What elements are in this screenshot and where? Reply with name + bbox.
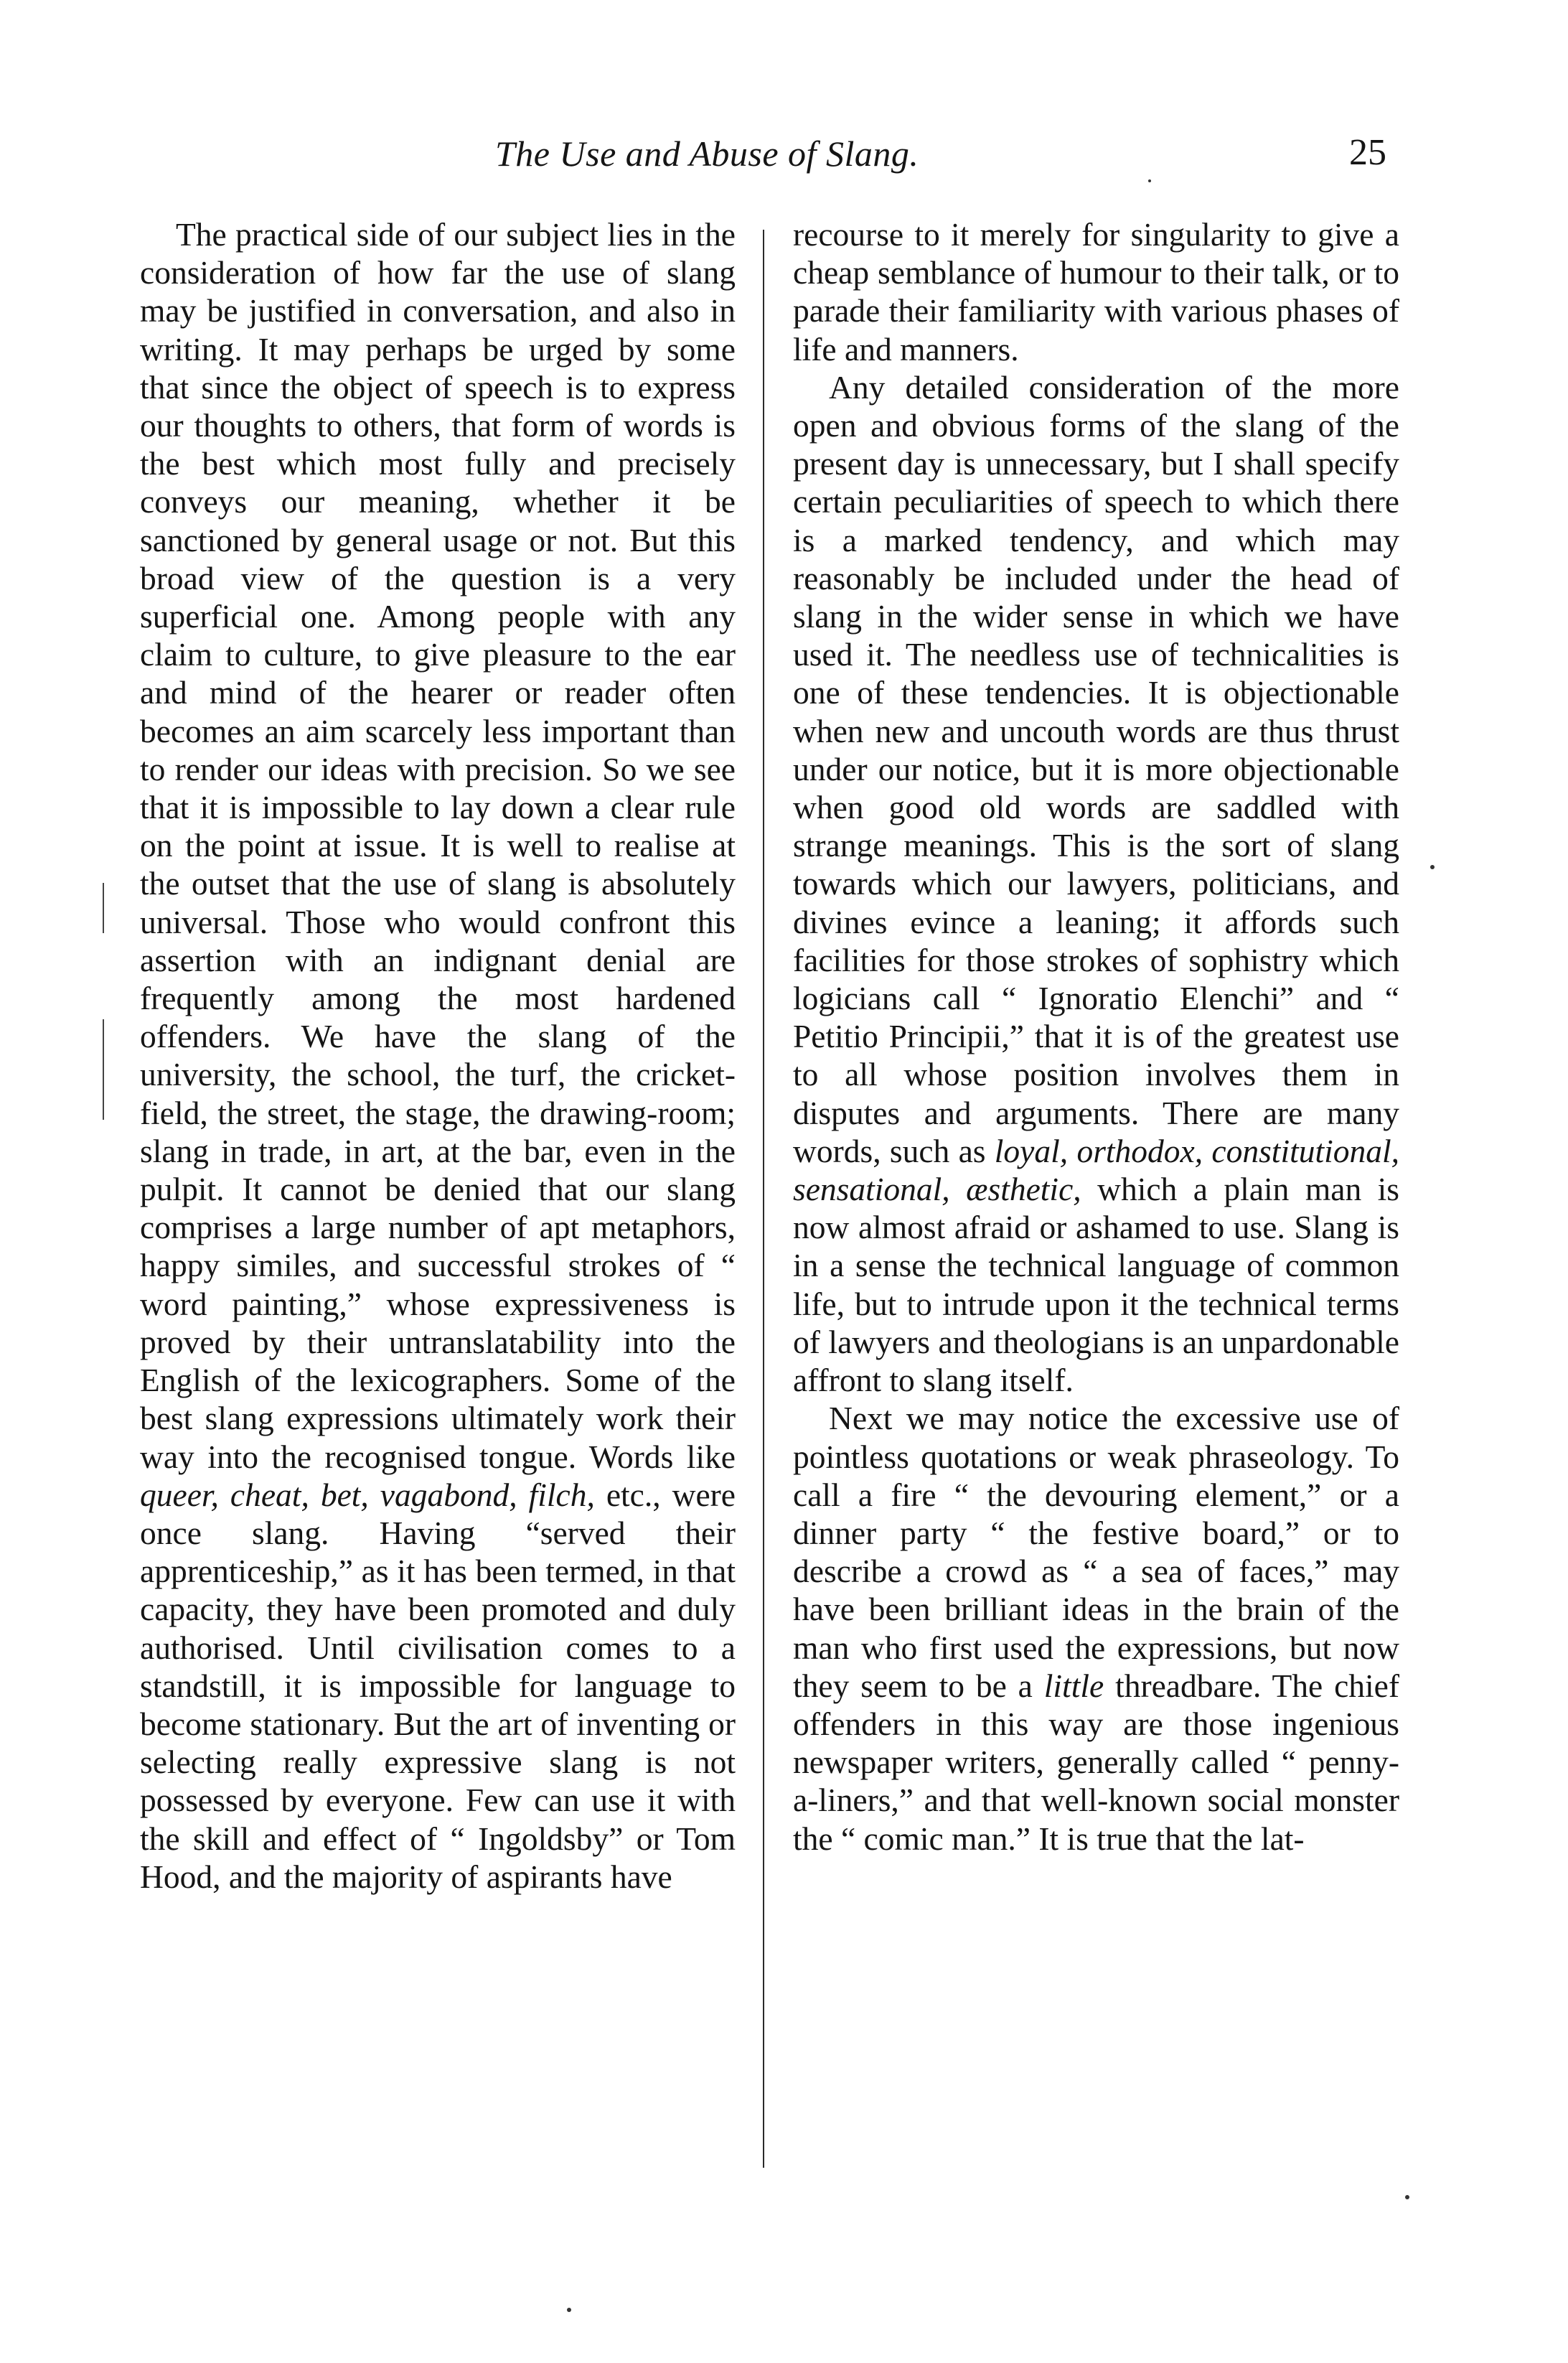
column-rule [763,230,764,2168]
text-run: Any detailed consideration of the more open and obvious forms of the slang of the present day is unnecessary, but I shall specify certain peculiarities of speech to which there is a marked tendency, and which may reasonably be included under the head of slang in the wider sense in which we have used it. The needless use of technicalities is one of these tendencies. It is objectionable when new and uncouth words are thus thrust under our notice, but it is more objectionable when good old words are saddled with strange meanings. This is the sort of slang towards which our lawyers, politicians, and divines evince a leaning; it affords such facilities for those strokes of sophistry which logicians call “ Ignoratio Elenchi” and “ Petitio Principii,” that it is of the greatest use to all whose position involves them in disputes and arguments. There are many words, such as [793,368,1399,1169]
paragraph-continued: recourse to it merely for singularity to give a cheap semblance of humour to their talk, or to parade their familiarity with various phases of life and manners. [793,216,1399,368]
text-run: Next we may notice the excessive use of pointless quotations or weak phraseology. To call a fire “ the devouring element,” or a dinner party “ the festive board,” or to describe a crowd as “ a sea of faces,” may have been brilliant ideas in the brain of the man who first used the expressions, but now they seem to be a [793,1400,1399,1704]
paragraph [140,215,736,1896]
text-run: The practical side of our subject lies in the consideration of how far the use of slang may be justified in conversation, and also in writing. It may perhaps be urged by some that since the object of speech is to express our thoughts to others, that form of words is the best which most fully and precisely conveys our meaning, whether it be sanctioned by general usage or not. But this broad view of the question is a very superficial one. Among people with any claim to culture, to give pleasure to the ear and mind of the hearer or reader often becomes an aim scarcely less important than to render our ideas with precision. So we see that it is impossible to lay down a clear rule on the point at issue. It is well to realise at the outset that the use of slang is absolutely universal. Those who would confront this assertion with an indignant denial are frequently among the most hardened offenders. We have the slang of the university, the school, the turf, the cricket-field, the street, the stage, the drawing-room; slang in trade, in art, at the bar, even in the pulpit. It cannot be denied that our slang comprises a large number of apt metaphors, happy similes, and successful strokes of “ word painting,” whose expressiveness is proved by their untranslatability into the English of the lexicographers. Some of the best slang expressions ultimately work their way into the recognised tongue. Words like [140,216,736,1475]
italic-word: bet, [320,1476,369,1513]
left-column [140,215,736,1896]
italic-word: orthodox, [1076,1132,1203,1169]
running-title: The Use and Abuse of Slang. [495,134,919,174]
scan-speck [1430,865,1435,869]
margin-mark [103,883,104,933]
text-run: etc., were once slang. Having “served their apprenticeship,” as it has been termed, in that capacity, they have been promoted and duly authorised. Until civilisation comes to a standstill, it is impossible for language to become stationary. But the art of inventing or selecting really expressive slang is not possessed by everyone. Few can use it with the skill and effect of “ Ingoldsby” or Tom Hood, and the majority of aspirants have [140,1476,736,1895]
italic-word: vagabond, [380,1476,517,1513]
italic-word: loyal, [994,1132,1069,1169]
italic-word: cheat, [230,1476,309,1513]
italic-word: sensational, [793,1171,950,1208]
scan-speck [1148,179,1151,182]
right-column [793,215,1399,1858]
italic-word: queer, [140,1476,219,1513]
text-run: which a plain man is now almost afraid or ashamed to use. Slang is in a sense the technical language of common life, but to intrude upon it the technical terms of lawyers and theologians is an unpardonable affront to slang itself. [793,1171,1400,1399]
paragraph [793,1399,1399,1857]
scan-speck [1405,2195,1409,2199]
paragraph [793,368,1399,1399]
page-number: 25 [1349,132,1386,173]
italic-word: filch, [528,1476,595,1513]
italic-word: æsthetic, [966,1171,1081,1208]
margin-mark [103,1019,104,1120]
italic-word: little [1043,1667,1104,1704]
italic-word: constitutional, [1211,1132,1400,1169]
scan-speck [567,2308,571,2312]
text-run: threadbare. The chief offenders in this way are those ingenious newspaper writers, generally called “ penny-a-liners,” and that well-known social monster the “ comic man.” It is true that the lat- [793,1667,1400,1857]
